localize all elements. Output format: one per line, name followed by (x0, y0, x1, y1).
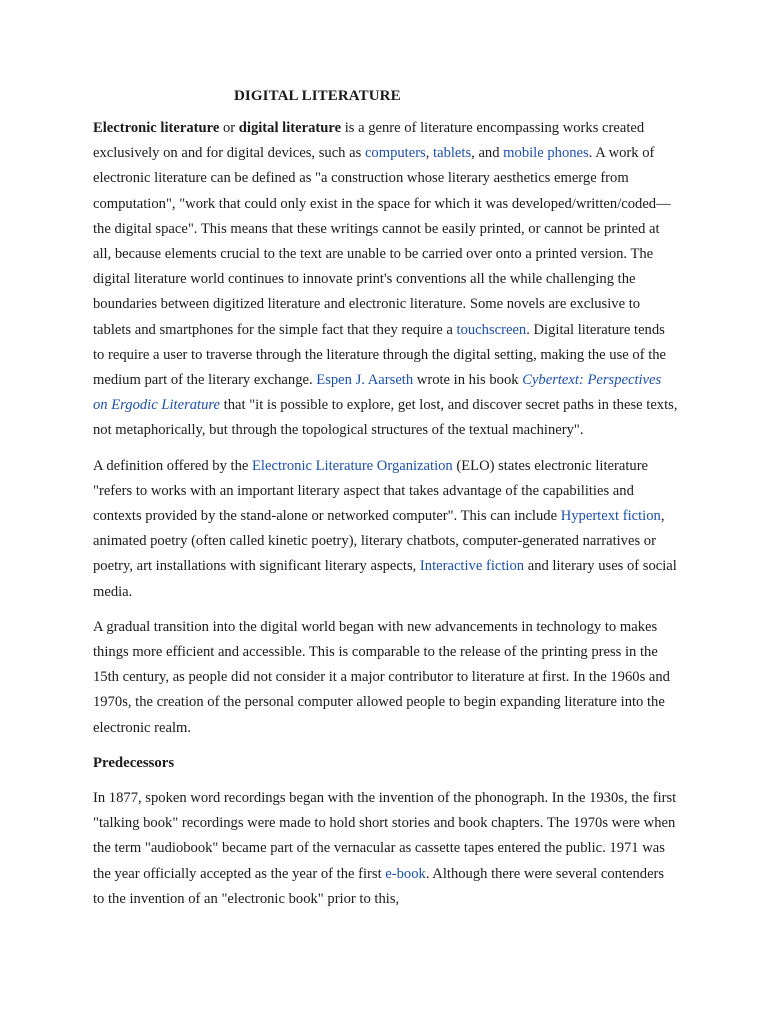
term-electronic-literature: Electronic literature (93, 120, 220, 136)
page-title: DIGITAL LITERATURE (234, 88, 401, 104)
link-mobile-phones[interactable]: mobile phones (503, 145, 589, 162)
paragraph-elo-definition: A definition offered by the Electronic Literature Organization (ELO) states electronic literature "refers to works with an important literary aspect that takes advantage of the capabilities and contexts provided by the stand-alone or networked computer". This can include Hypertext fiction, animated poetry (often called kinetic poetry), literary chatbots, computer-generated narratives or poetry, art installations with significant literary aspects, Interactive fiction and literary uses of social media. (93, 457, 677, 600)
paragraph-transition: A gradual transition into the digital world began with new advancements in technology to makes things more efficient and accessible. This is comparable to the release of the printing press in the 15th century, as people did not consider it a major contributor to literature at first. In the 1960s and 1970s, the creation of the personal computer allowed people to begin expanding literature into the electronic realm. (93, 618, 670, 736)
link-espen-aarseth[interactable]: Espen J. Aarseth (316, 372, 414, 389)
link-computers[interactable]: computers (364, 145, 426, 162)
term-digital-literature: digital literature (238, 120, 342, 136)
link-hypertext-fiction[interactable]: Hypertext fiction (560, 508, 661, 525)
link-tablets[interactable]: tablets (433, 145, 472, 162)
heading-predecessors: Predecessors (93, 754, 175, 771)
paragraph-predecessors: In 1877, spoken word recordings began with the invention of the phonograph. In the 1930s, the first "talking book" recordings were made to hold short stories and book chapters. The 1970s were when the term "audiobook" became part of the vernacular as cassette tapes entered the public. 1971 was the year officially accepted as the year of the first e-book. Although there were several contenders to the invention of an "electronic book" prior to this, (93, 790, 677, 907)
paragraph-intro: Electronic literature or digital literature is a genre of literature encompassing works created exclusively on and for digital devices, such as computers, tablets, and mobile phones. A work of electronic literature can be defined as "a construction whose literary aesthetics emerge from computation", "work that could only exist in the space for which it was developed/written/coded—the digital space". This means that these writings cannot be easily printed, or cannot be printed at all, because elements crucial to the text are unable to be carried over onto a printed version. The digital literature world continues to innovate print's conventions all the while challenging the boundaries between digitized literature and electronic literature. Some novels are exclusive to tablets and smartphones for the simple fact that they require a touchscreen. Digital literature tends to require a user to traverse through the literature through the digital setting, making the use of the medium part of the literary exchange. Espen J. Aarseth wrote in his book Cybertext: Perspectives on Ergodic Literature that "it is possible to explore, get lost, and discover secret paths in these texts, not metaphorically, but through the topological structures of the textual machinery". (93, 120, 678, 439)
link-electronic-literature-organization[interactable]: Electronic Literature Organization (252, 457, 453, 474)
document-page (93, 86, 678, 922)
link-e-book[interactable]: e-book (385, 865, 426, 882)
link-touchscreen[interactable]: touchscreen (456, 321, 527, 338)
link-interactive-fiction[interactable]: Interactive fiction (419, 558, 525, 575)
link-cybertext-book[interactable]: Cybertext: Perspectives on Ergodic Literature (93, 372, 662, 414)
